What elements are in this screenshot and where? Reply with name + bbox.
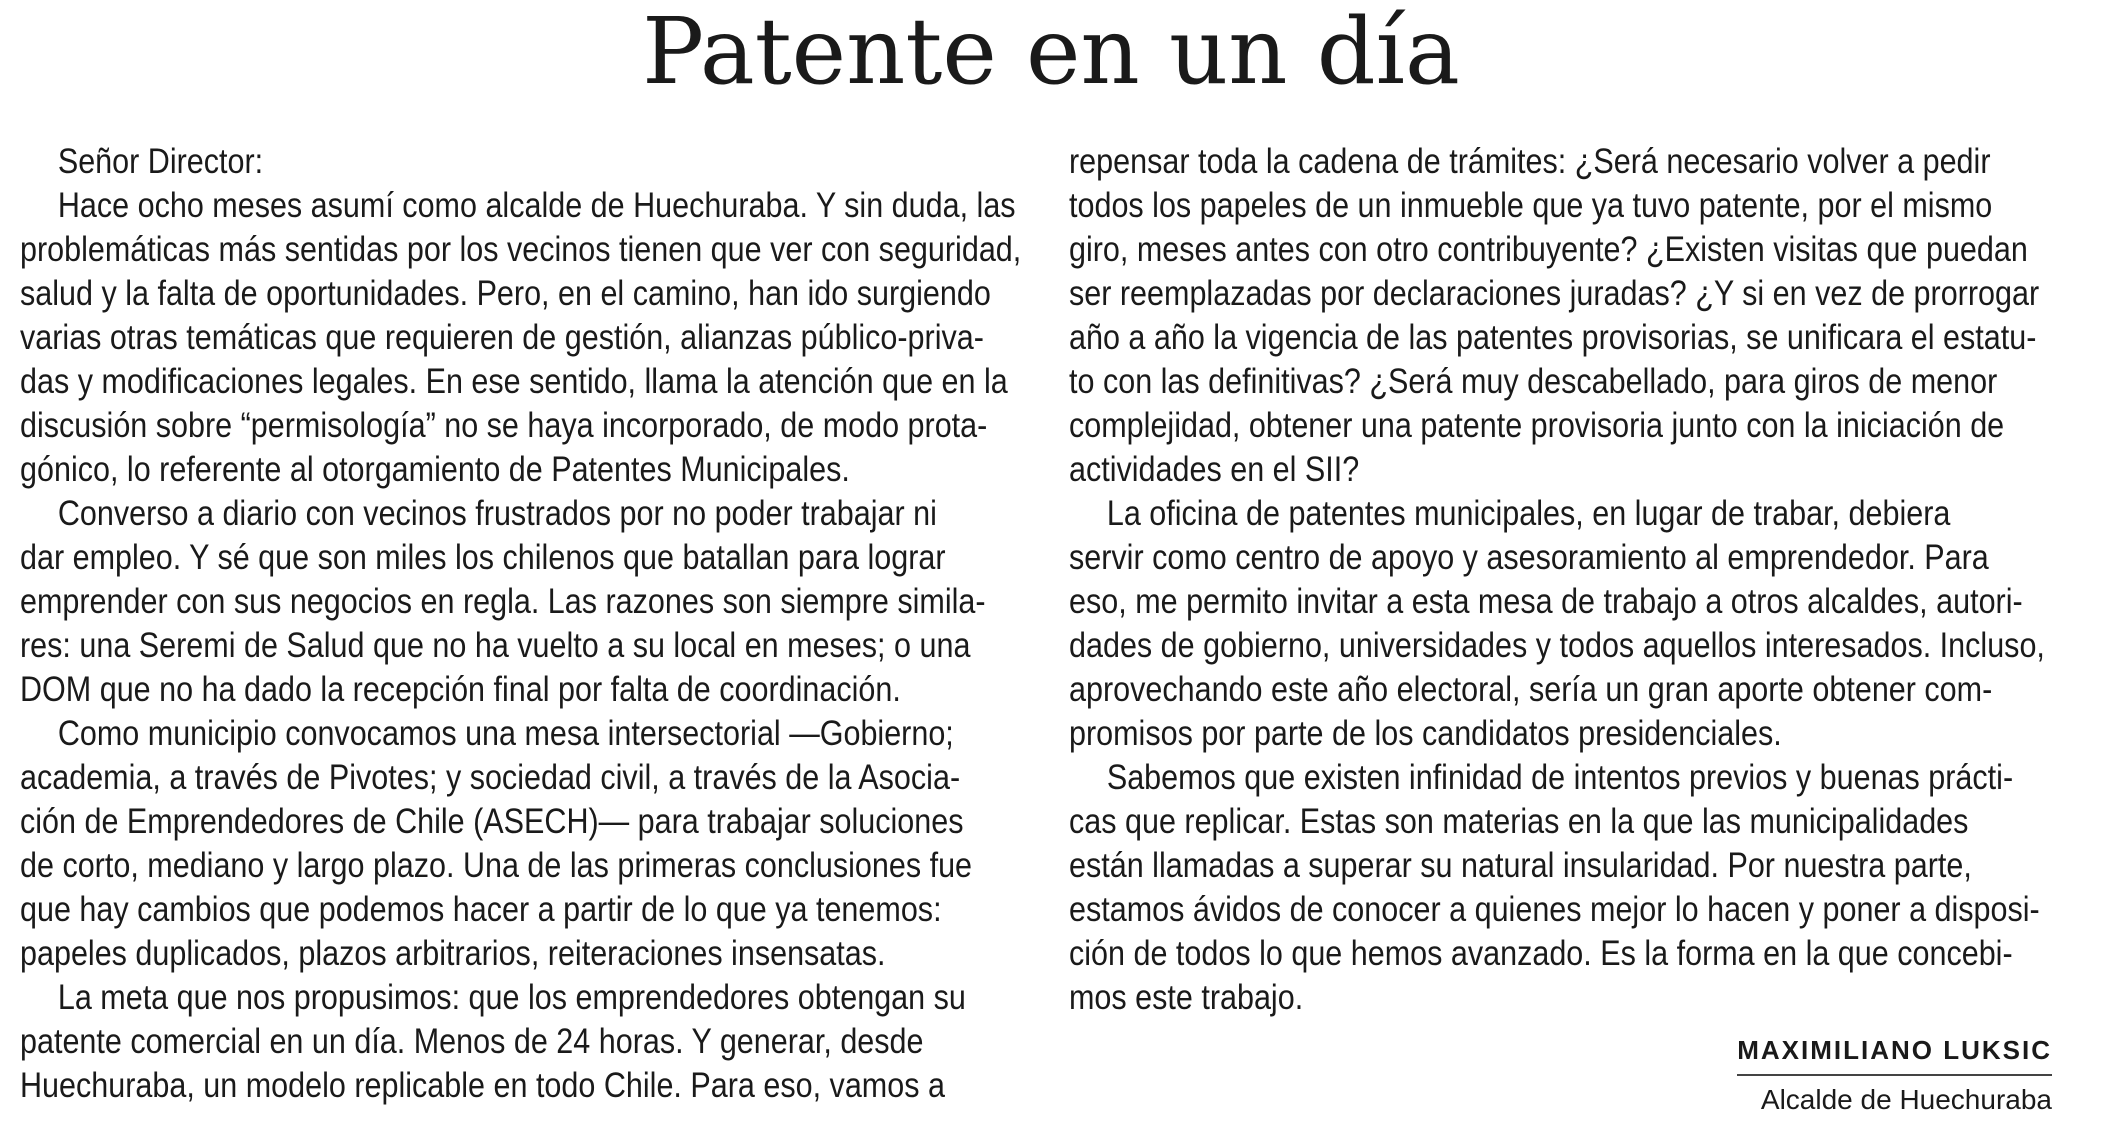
text-line: que hay cambios que podemos hacer a partir de lo que ya tenemos: <box>20 889 942 929</box>
text-line: de corto, mediano y largo plazo. Una de las primeras conclusiones fue <box>20 845 973 885</box>
text-line: ción de Emprendedores de Chile (ASECH)— para trabajar soluciones <box>20 801 964 841</box>
text-line: Huechuraba, un modelo replicable en todo Chile. Para eso, vamos a <box>20 1065 945 1105</box>
text-line: problemáticas más sentidas por los vecinos tienen que ver con seguridad, <box>20 229 1022 269</box>
text-line: repensar toda la cadena de trámites: ¿Será necesario volver a pedir <box>1069 141 1991 181</box>
text-line: complejidad, obtener una patente provisoria junto con la iniciación de <box>1069 405 2005 445</box>
author-role: Alcalde de Huechuraba <box>1760 1084 2052 1115</box>
text-line: papeles duplicados, plazos arbitrarios, reiteraciones insensatas. <box>20 933 886 973</box>
text-line: salud y la falta de oportunidades. Pero, en el camino, han ido surgiendo <box>20 273 991 313</box>
text-line: das y modificaciones legales. En ese sentido, llama la atención que en la <box>20 361 1008 401</box>
text-line: dar empleo. Y sé que son miles los chilenos que batallan para lograr <box>20 537 946 577</box>
text-line: actividades en el SII? <box>1069 449 1360 489</box>
text-line: están llamadas a superar su natural insularidad. Por nuestra parte, <box>1069 845 1972 885</box>
left-text-column <box>20 139 1022 1107</box>
text-line: cas que replicar. Estas son materias en la que las municipalidades <box>1069 801 1969 841</box>
text-line: emprender con sus negocios en regla. Las razones son siempre simila- <box>20 581 986 621</box>
text-line: giro, meses antes con otro contribuyente? ¿Existen visitas que puedan <box>1069 229 2028 269</box>
text-line: res: una Seremi de Salud que no ha vuelto a su local en meses; o una <box>20 625 971 665</box>
text-line: patente comercial en un día. Menos de 24 horas. Y generar, desde <box>20 1021 924 1061</box>
text-line: servir como centro de apoyo y asesoramiento al emprendedor. Para <box>1069 537 1989 577</box>
text-line: año a año la vigencia de las patentes provisorias, se unificara el estatu- <box>1069 317 2037 357</box>
text-line: academia, a través de Pivotes; y sociedad civil, a través de la Asocia- <box>20 757 961 797</box>
text-line: Converso a diario con vecinos frustrados por no poder trabajar ni <box>57 493 937 533</box>
text-line: ser reemplazadas por declaraciones juradas? ¿Y si en vez de prorrogar <box>1069 273 2040 313</box>
text-line: to con las definitivas? ¿Será muy descabellado, para giros de menor <box>1069 361 1998 401</box>
text-line: Sabemos que existen infinidad de intentos previos y buenas prácti- <box>1106 757 2014 797</box>
text-line: dades de gobierno, universidades y todos aquellos interesados. Incluso, <box>1069 625 2045 665</box>
text-line: La oficina de patentes municipales, en lugar de trabar, debiera <box>1106 493 1951 533</box>
text-line: aprovechando este año electoral, sería un gran aporte obtener com- <box>1069 669 1993 709</box>
text-line: Como municipio convocamos una mesa intersectorial —Gobierno; <box>57 713 954 753</box>
text-line: estamos ávidos de conocer a quienes mejor lo hacen y poner a disposi- <box>1069 889 2040 929</box>
text-line: La meta que nos propusimos: que los emprendedores obtengan su <box>57 977 966 1017</box>
article-headline: Patente en un día <box>642 0 1460 105</box>
text-line: promisos por parte de los candidatos presidenciales. <box>1069 713 1782 753</box>
author-name: MAXIMILIANO LUKSIC <box>1737 1032 2052 1076</box>
text-line: gónico, lo referente al otorgamiento de Patentes Municipales. <box>20 449 850 489</box>
text-line: ción de todos lo que hemos avanzado. Es la forma en la que concebi- <box>1069 933 2013 973</box>
signature-block <box>1737 1032 2052 1120</box>
text-line: Señor Director: <box>57 141 264 181</box>
text-line: varias otras temáticas que requieren de gestión, alianzas público-priva- <box>20 317 984 357</box>
text-line: mos este trabajo. <box>1069 977 1304 1017</box>
text-line: DOM que no ha dado la recepción final por falta de coordinación. <box>20 669 901 709</box>
text-line: discusión sobre “permisología” no se haya incorporado, de modo prota- <box>20 405 988 445</box>
text-line: todos los papeles de un inmueble que ya tuvo patente, por el mismo <box>1069 185 1993 225</box>
right-text-column <box>1069 139 2045 1019</box>
text-line: eso, me permito invitar a esta mesa de trabajo a otros alcaldes, autori- <box>1069 581 2023 621</box>
text-line: Hace ocho meses asumí como alcalde de Huechuraba. Y sin duda, las <box>57 185 1016 225</box>
